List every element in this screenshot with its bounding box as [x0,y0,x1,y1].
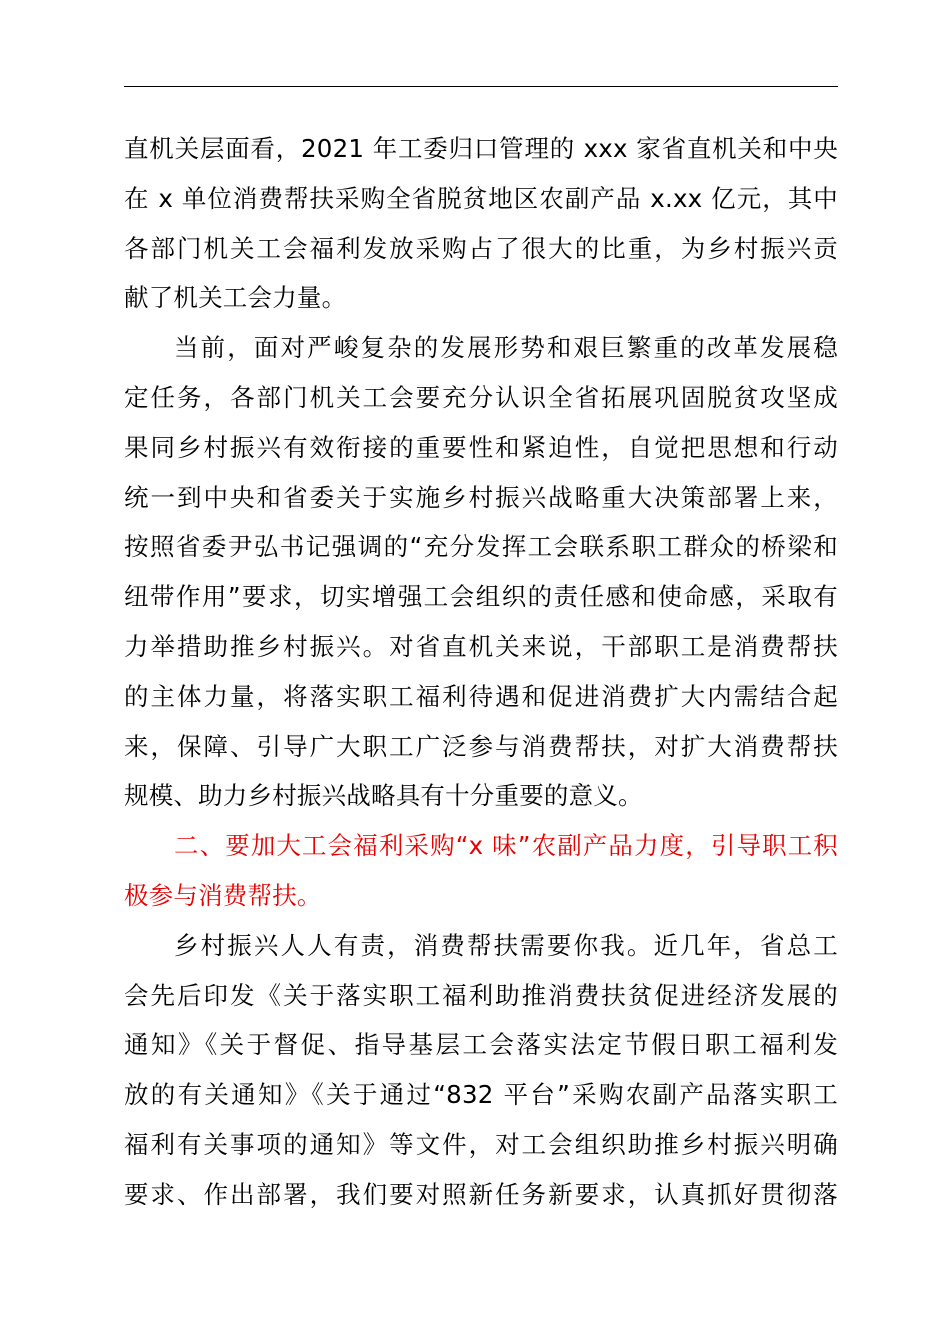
paragraph-line: 定任务，各部门机关工会要充分认识全省拓展巩固脱贫攻坚成 [124,382,838,412]
paragraph-line: 规模、助力乡村振兴战略具有十分重要的意义。 [124,781,643,811]
paragraph-line: 献了机关工会力量。 [124,283,347,313]
paragraph-line: 按照省委尹弘书记强调的“充分发挥工会联系职工群众的桥梁和 [124,532,838,562]
paragraph-line: 来，保障、引导广大职工广泛参与消费帮扶，对扩大消费帮扶 [124,731,838,761]
paragraph-line: 果同乡村振兴有效衔接的重要性和紧迫性，自觉把思想和行动 [124,432,838,462]
paragraph-line: 放的有关通知》《关于通过“832 平台”采购农副产品落实职工 [124,1080,838,1110]
section-heading-line: 二、要加大工会福利采购“x 味”农副产品力度，引导职工积 [174,831,838,861]
paragraph-line: 当前，面对严峻复杂的发展形势和艰巨繁重的改革发展稳 [174,333,838,363]
paragraph-line: 会先后印发《关于落实职工福利助推消费扶贫促进经济发展的 [124,980,838,1010]
paragraph-line: 纽带作用”要求，切实增强工会组织的责任感和使命感，采取有 [124,582,838,612]
paragraph-line: 统一到中央和省委关于实施乡村振兴战略重大决策部署上来， [124,482,838,512]
paragraph-line: 直机关层面看，2021 年工委归口管理的 xxx 家省直机关和中央 [124,134,838,163]
header-rule [124,86,838,87]
section-heading-line: 极参与消费帮扶。 [124,880,322,910]
paragraph-line: 在 x 单位消费帮扶采购全省脱贫地区农副产品 x.xx 亿元，其中 [124,183,838,213]
paragraph-line: 的主体力量，将落实职工福利待遇和促进消费扩大内需结合起 [124,681,838,711]
paragraph-line: 力举措助推乡村振兴。对省直机关来说，干部职工是消费帮扶 [124,631,838,661]
paragraph-line: 通知》《关于督促、指导基层工会落实法定节假日职工福利发 [124,1030,838,1060]
paragraph-line: 福利有关事项的通知》等文件，对工会组织助推乡村振兴明确 [124,1129,838,1159]
paragraph-line: 要求、作出部署，我们要对照新任务新要求，认真抓好贯彻落 [124,1179,838,1209]
paragraph-line: 乡村振兴人人有责，消费帮扶需要你我。近几年，省总工 [174,930,838,960]
paragraph-line: 各部门机关工会福利发放采购占了很大的比重，为乡村振兴贡 [124,233,838,263]
document-body [124,124,838,1220]
